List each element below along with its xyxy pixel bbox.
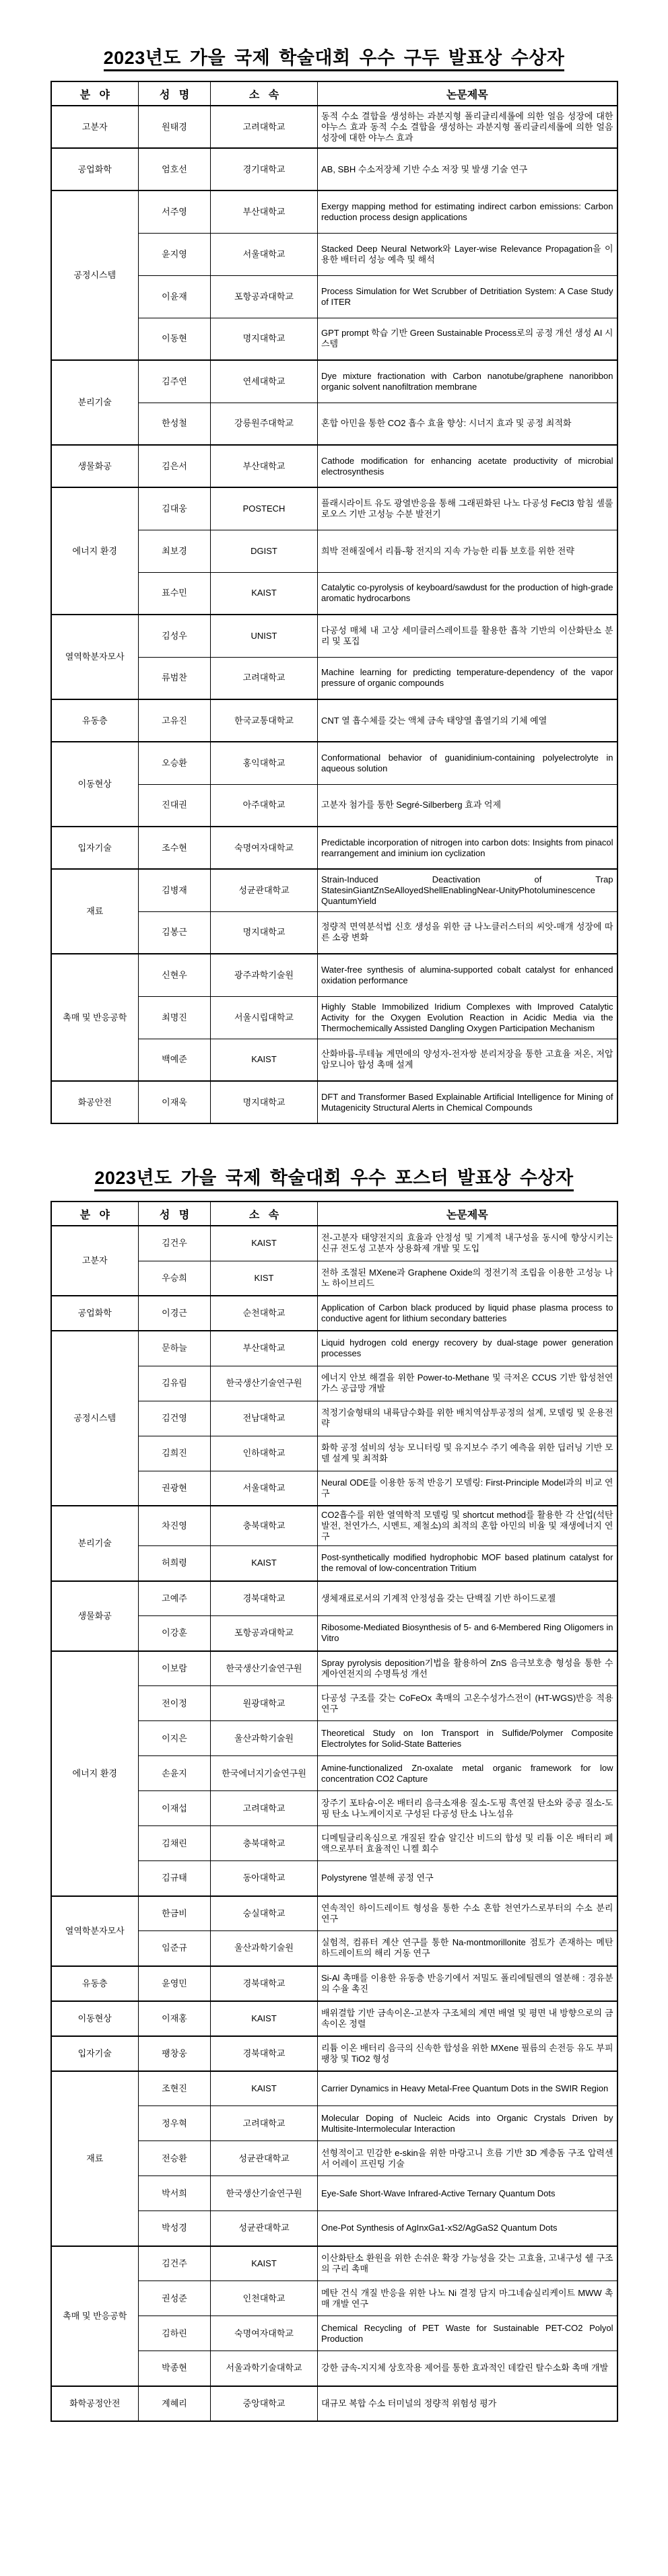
affiliation-cell: KIST: [211, 1261, 318, 1296]
paper-title-cell: 장주기 포타슘-이온 배터리 음극소재용 질소-도핑 흑연질 탄소와 중공 질소-도핑 탄소 나노케이지로 구성된 다공성 탄소 나노섬유: [318, 1791, 617, 1826]
affiliation-cell: KAIST: [211, 1039, 318, 1081]
field-cell: 열역학분자모사: [51, 1896, 139, 1966]
table-row: [51, 2386, 617, 2421]
table-row: [51, 1506, 617, 1546]
affiliation-cell: 한국생산기술연구원: [211, 2176, 318, 2211]
affiliation-cell: 울산과학기술원: [211, 1931, 318, 1966]
table-row: [51, 360, 617, 403]
header-paper-title: 논문제목: [318, 81, 617, 106]
affiliation-cell: 부산대학교: [211, 190, 318, 233]
affiliation-cell: KAIST: [211, 2246, 318, 2281]
field-cell: 에너지 환경: [51, 1651, 139, 1896]
table-row: [51, 1331, 617, 1366]
name-cell: 신현우: [139, 954, 211, 996]
affiliation-cell: 고려대학교: [211, 106, 318, 148]
affiliation-cell: 성균관대학교: [211, 2141, 318, 2176]
affiliation-cell: KAIST: [211, 572, 318, 615]
table-row: [51, 190, 617, 233]
name-cell: 원태경: [139, 106, 211, 148]
name-cell: 이재섭: [139, 1791, 211, 1826]
affiliation-cell: 경북대학교: [211, 1581, 318, 1616]
affiliation-cell: 충북대학교: [211, 1826, 318, 1861]
field-cell: 촉매 및 반응공학: [51, 954, 139, 1081]
name-cell: 진대권: [139, 784, 211, 827]
paper-title-cell: CNT 열 흡수체를 갖는 액체 금속 태양열 흡열기의 기체 예열: [318, 699, 617, 742]
field-cell: 에너지 환경: [51, 487, 139, 615]
affiliation-cell: KAIST: [211, 1546, 318, 1581]
paper-title-cell: 화학 공정 설비의 성능 모니터링 및 유지보수 주기 예측을 위한 딥러닝 기반 모델 설계 및 최적화: [318, 1436, 617, 1471]
name-cell: 허희령: [139, 1546, 211, 1581]
field-cell: 촉매 및 반응공학: [51, 2246, 139, 2386]
affiliation-cell: 서울과학기술대학교: [211, 2351, 318, 2386]
table-row: [51, 1896, 617, 1931]
affiliation-cell: 고려대학교: [211, 1791, 318, 1826]
paper-title-cell: Catalytic co-pyrolysis of keyboard/sawdust for the production of high-grade aromatic hydrocarbons: [318, 572, 617, 615]
table-row: [51, 487, 617, 530]
paper-title-cell: AB, SBH 수소저장체 기반 수소 저장 및 발생 기술 연구: [318, 148, 617, 190]
affiliation-cell: KAIST: [211, 2001, 318, 2036]
affiliation-cell: 한국에너지기술연구원: [211, 1756, 318, 1791]
paper-title-cell: Application of Carbon black produced by liquid phase plasma process to conductive agent for lithium secondary batteries: [318, 1296, 617, 1331]
name-cell: 김유림: [139, 1366, 211, 1401]
paper-title-cell: 메탄 건식 개질 반응을 위한 나노 Ni 결정 담지 마그네슘실리케이트 MWW 촉매 개발 연구: [318, 2281, 617, 2316]
affiliation-cell: KAIST: [211, 1226, 318, 1261]
name-cell: 정우혁: [139, 2106, 211, 2141]
affiliation-cell: 인천대학교: [211, 2281, 318, 2316]
affiliation-cell: 명지대학교: [211, 1081, 318, 1123]
affiliation-cell: 명지대학교: [211, 318, 318, 360]
name-cell: 이동현: [139, 318, 211, 360]
name-cell: 최보경: [139, 530, 211, 572]
affiliation-cell: 포항공과대학교: [211, 275, 318, 318]
field-cell: 열역학분자모사: [51, 615, 139, 699]
paper-title-cell: 희박 전해질에서 리튬-황 전지의 지속 가능한 리튬 보호를 위한 전략: [318, 530, 617, 572]
paper-title-cell: Machine learning for predicting temperature-dependency of the vapor pressure of organic compounds: [318, 657, 617, 699]
affiliation-cell: 충북대학교: [211, 1506, 318, 1546]
name-cell: 이경근: [139, 1296, 211, 1331]
name-cell: 이윤재: [139, 275, 211, 318]
affiliation-cell: 성균관대학교: [211, 2211, 318, 2246]
table-row: [51, 445, 617, 487]
affiliation-cell: 강릉원주대학교: [211, 403, 318, 445]
oral-award-table: [51, 81, 618, 1124]
affiliation-cell: 아주대학교: [211, 784, 318, 827]
affiliation-cell: 서울시립대학교: [211, 996, 318, 1039]
paper-title-cell: Post-synthetically modified hydrophobic MOF based platinum catalyst for the removal of low-concentration Tritium: [318, 1546, 617, 1581]
paper-title-cell: Theoretical Study on Ion Transport in Sulfide/Polymer Composite Electrolytes for Solid-State Batteries: [318, 1721, 617, 1756]
paper-title-cell: Strain-Induced Deactivation of Trap StatesinGiantZnSeAlloyedShellEnablingNear-UnityPhotoluminescence QuantumYield: [318, 869, 617, 911]
poster-award-title-text: 2023년도 가을 국제 학술대회 우수 포스터 발표상 수상자: [94, 1168, 573, 1191]
field-cell: 생물화공: [51, 445, 139, 487]
table-row: [51, 2001, 617, 2036]
affiliation-cell: DGIST: [211, 530, 318, 572]
name-cell: 서주영: [139, 190, 211, 233]
table-row: [51, 742, 617, 784]
paper-title-cell: Eye-Safe Short-Wave Infrared-Active Ternary Quantum Dots: [318, 2176, 617, 2211]
table-row: [51, 1651, 617, 1686]
name-cell: 손윤지: [139, 1756, 211, 1791]
paper-title-cell: 다공성 매체 내 고상 세미클러스레이트를 활용한 흡착 기반의 이산화탄소 분리 및 포집: [318, 615, 617, 657]
paper-title-cell: GPT prompt 학습 기반 Green Sustainable Process로의 공정 개선 생성 AI 시스템: [318, 318, 617, 360]
field-cell: 이동현상: [51, 742, 139, 827]
paper-title-cell: 동적 수소 결합을 생성하는 과분지형 폴리글리세롤에 의한 얼음 성장에 대한 야누스 효과 동적 수소 결합을 생성하는 과분지형 폴리글리세롤에 의한 얼음 성장에 대한 야누스 효과: [318, 106, 617, 148]
paper-title-cell: 정량적 면역분석법 신호 생성을 위한 금 나노클러스터의 씨앗-매개 성장에 따른 소광 변화: [318, 911, 617, 954]
table-row: [51, 1966, 617, 2001]
paper-title-cell: 이산화탄소 환원을 위한 손쉬운 확장 가능성을 갖는 고효율, 고내구성 쉘 구조의 구리 촉매: [318, 2246, 617, 2281]
affiliation-cell: UNIST: [211, 615, 318, 657]
field-cell: 유동층: [51, 1966, 139, 2001]
header-name: 성 명: [139, 81, 211, 106]
paper-title-cell: Predictable incorporation of nitrogen into carbon dots: Insights from pinacol rearrangement and iminium ion cyclization: [318, 827, 617, 869]
affiliation-cell: 명지대학교: [211, 911, 318, 954]
paper-title-cell: Process Simulation for Wet Scrubber of Detritiation System: A Case Study of ITER: [318, 275, 617, 318]
header-name: 성 명: [139, 1202, 211, 1226]
table-row: [51, 615, 617, 657]
paper-title-cell: Polystyrene 열분해 공정 연구: [318, 1861, 617, 1896]
field-cell: 재료: [51, 869, 139, 954]
paper-title-cell: Water-free synthesis of alumina-supported cobalt catalyst for enhanced oxidation performance: [318, 954, 617, 996]
affiliation-cell: 고려대학교: [211, 2106, 318, 2141]
affiliation-cell: 전남대학교: [211, 1401, 318, 1436]
paper-title-cell: 전-고분자 태양전지의 효율과 안정성 및 기계적 내구성을 동시에 향상시키는 신규 전도성 고분자 상용화제 개발 및 도입: [318, 1226, 617, 1261]
paper-title-cell: 적정기술형태의 내륙담수화를 위한 배치역삼투공정의 설계, 모델링 및 운용전략: [318, 1401, 617, 1436]
name-cell: 차진영: [139, 1506, 211, 1546]
table-row: [51, 106, 617, 148]
table-row: [51, 954, 617, 996]
affiliation-cell: 경기대학교: [211, 148, 318, 190]
paper-title-cell: 강한 금속-지지체 상호작용 제어를 통한 효과적인 데칼린 탈수소화 촉매 개발: [318, 2351, 617, 2386]
name-cell: 백예준: [139, 1039, 211, 1081]
name-cell: 박성경: [139, 2211, 211, 2246]
table-row: [51, 2246, 617, 2281]
affiliation-cell: 홍익대학교: [211, 742, 318, 784]
header-affiliation: 소 속: [211, 1202, 318, 1226]
name-cell: 한금비: [139, 1896, 211, 1931]
affiliation-cell: 숙명여자대학교: [211, 827, 318, 869]
oral-award-table-body: [51, 106, 617, 1123]
name-cell: 김건우: [139, 1226, 211, 1261]
header-field: 분 야: [51, 1202, 139, 1226]
name-cell: 권광현: [139, 1471, 211, 1506]
field-cell: 고분자: [51, 1226, 139, 1296]
name-cell: 이지은: [139, 1721, 211, 1756]
affiliation-cell: 성균관대학교: [211, 869, 318, 911]
name-cell: 김은서: [139, 445, 211, 487]
header-paper-title: 논문제목: [318, 1202, 617, 1226]
poster-award-table-body: [51, 1226, 617, 2421]
affiliation-cell: 울산과학기술원: [211, 1721, 318, 1756]
field-cell: 분리기술: [51, 360, 139, 445]
name-cell: 조수현: [139, 827, 211, 869]
field-cell: 입자기술: [51, 2036, 139, 2071]
field-cell: 분리기술: [51, 1506, 139, 1581]
paper-title-cell: 선형적이고 민감한 e-skin을 위한 마랑고니 흐름 기반 3D 계층돔 구조 압력센서 어레이 프린팅 기술: [318, 2141, 617, 2176]
name-cell: 전이정: [139, 1686, 211, 1721]
name-cell: 김하린: [139, 2316, 211, 2351]
affiliation-cell: 서울대학교: [211, 1471, 318, 1506]
affiliation-cell: 경북대학교: [211, 2036, 318, 2071]
table-row: [51, 699, 617, 742]
name-cell: 문하늘: [139, 1331, 211, 1366]
paper-title-cell: Highly Stable Immobilized Iridium Complexes with Improved Catalytic Activity for the Oxygen Evolution Reaction in Acidic Media via the Thermochemically Assisted Dangling Oxygen Participation Mechanism: [318, 996, 617, 1039]
paper-title-cell: 디메틸글리옥심으로 개질된 칼슘 알긴산 비드의 합성 및 리튬 이온 배터리 폐액으로부터 효율적인 니켈 회수: [318, 1826, 617, 1861]
field-cell: 생물화공: [51, 1581, 139, 1651]
paper-title-cell: Neural ODE를 이용한 동적 반응기 모델링: First-Principle Model과의 비교 연구: [318, 1471, 617, 1506]
name-cell: 이강훈: [139, 1616, 211, 1651]
affiliation-cell: 순천대학교: [211, 1296, 318, 1331]
field-cell: 화학공정안전: [51, 2386, 139, 2421]
header-row: [51, 81, 617, 106]
name-cell: 한성철: [139, 403, 211, 445]
name-cell: 김희진: [139, 1436, 211, 1471]
name-cell: 최명진: [139, 996, 211, 1039]
affiliation-cell: 중앙대학교: [211, 2386, 318, 2421]
table-row: [51, 1296, 617, 1331]
name-cell: 김대웅: [139, 487, 211, 530]
affiliation-cell: 한국생산기술연구원: [211, 1651, 318, 1686]
paper-title-cell: Amine-functionalized Zn-oxalate metal organic framework for low concentration CO2 Capture: [318, 1756, 617, 1791]
name-cell: 박서희: [139, 2176, 211, 2211]
table-row: [51, 2036, 617, 2071]
affiliation-cell: 포항공과대학교: [211, 1616, 318, 1651]
name-cell: 류범찬: [139, 657, 211, 699]
poster-award-table: [51, 1201, 618, 2422]
affiliation-cell: 광주과학기술원: [211, 954, 318, 996]
table-row: [51, 148, 617, 190]
name-cell: 엄호선: [139, 148, 211, 190]
paper-title-cell: Cathode modification for enhancing acetate productivity of microbial electrosynthesis: [318, 445, 617, 487]
name-cell: 전승환: [139, 2141, 211, 2176]
oral-award-title-text: 2023년도 가을 국제 학술대회 우수 구두 발표상 수상자: [104, 48, 565, 71]
name-cell: 고유진: [139, 699, 211, 742]
affiliation-cell: 부산대학교: [211, 1331, 318, 1366]
paper-title-cell: DFT and Transformer Based Explainable Artificial Intelligence for Mining of Mutagenicity Structural Alerts in Chemical Compounds: [318, 1081, 617, 1123]
name-cell: 계혜리: [139, 2386, 211, 2421]
affiliation-cell: 원광대학교: [211, 1686, 318, 1721]
paper-title-cell: Ribosome-Mediated Biosynthesis of 5- and 6-Membered Ring Oligomers in Vitro: [318, 1616, 617, 1651]
field-cell: 공정시스템: [51, 1331, 139, 1506]
name-cell: 오승환: [139, 742, 211, 784]
name-cell: 김병재: [139, 869, 211, 911]
header-row: [51, 1202, 617, 1226]
table-row: [51, 827, 617, 869]
table-row: [51, 1581, 617, 1616]
field-cell: 화공안전: [51, 1081, 139, 1123]
paper-title-cell: Spray pyrolysis deposition기법을 활용하여 ZnS 음극보호층 형성을 통한 수계아연전지의 수명특성 개선: [318, 1651, 617, 1686]
paper-title-cell: 다공성 구조를 갖는 CoFeOx 촉매의 고온수성가스전이 (HT-WGS)반응 적용 연구: [318, 1686, 617, 1721]
field-cell: 공업화학: [51, 1296, 139, 1331]
paper-title-cell: Dye mixture fractionation with Carbon nanotube/graphene nanoribbon organic solvent nanofiltration membrane: [318, 360, 617, 403]
paper-title-cell: 산화바륨-루테늄 계면에의 양성자-전자쌍 분리저장을 통한 고효율 저온, 저압 암모니아 합성 촉매 설계: [318, 1039, 617, 1081]
name-cell: 조현진: [139, 2071, 211, 2106]
paper-title-cell: 실험적, 컴퓨터 계산 연구를 통한 Na-montmorillonite 점토가 존재하는 메탄 하드레이트의 해리 거동 연구: [318, 1931, 617, 1966]
affiliation-cell: 숭실대학교: [211, 1896, 318, 1931]
name-cell: 우승희: [139, 1261, 211, 1296]
paper-title-cell: 에너지 안보 해결을 위한 Power-to-Methane 및 극저온 CCUS 기반 합성천연가스 공급망 개발: [318, 1366, 617, 1401]
name-cell: 팽창웅: [139, 2036, 211, 2071]
affiliation-cell: 인하대학교: [211, 1436, 318, 1471]
paper-title-cell: Conformational behavior of guanidinium-containing polyelectrolyte in aqueous solution: [318, 742, 617, 784]
affiliation-cell: 고려대학교: [211, 657, 318, 699]
paper-title-cell: 혼합 아민을 통한 CO2 흡수 효율 향상: 시너지 효과 및 공정 최적화: [318, 403, 617, 445]
paper-title-cell: 생체재료로서의 기계적 안정성을 갖는 단백질 기반 하이드로젤: [318, 1581, 617, 1616]
name-cell: 김주연: [139, 360, 211, 403]
header-affiliation: 소 속: [211, 81, 318, 106]
field-cell: 이동현상: [51, 2001, 139, 2036]
paper-title-cell: 전하 조절된 MXene과 Graphene Oxide의 정전기적 조립을 이용한 고성능 나노 하이브리드: [318, 1261, 617, 1296]
paper-title-cell: 대규모 복합 수소 터미널의 정량적 위험성 평가: [318, 2386, 617, 2421]
name-cell: 이보람: [139, 1651, 211, 1686]
affiliation-cell: 숙명여자대학교: [211, 2316, 318, 2351]
name-cell: 이재욱: [139, 1081, 211, 1123]
paper-title-cell: Molecular Doping of Nucleic Acids into Organic Crystals Driven by Multisite-Intermolecular Interaction: [318, 2106, 617, 2141]
field-cell: 고분자: [51, 106, 139, 148]
affiliation-cell: POSTECH: [211, 487, 318, 530]
name-cell: 표수민: [139, 572, 211, 615]
name-cell: 이재홍: [139, 2001, 211, 2036]
paper-title-cell: Carrier Dynamics in Heavy Metal-Free Quantum Dots in the SWIR Region: [318, 2071, 617, 2106]
paper-title-cell: CO2흡수를 위한 열역학적 모델링 및 shortcut method를 활용한 각 산업(석탄발전, 천연가스, 시멘트, 제철소)의 최적의 혼합 아민의 비율 및 재생에너지 연구: [318, 1506, 617, 1546]
name-cell: 윤지영: [139, 233, 211, 275]
paper-title-cell: Chemical Recycling of PET Waste for Sustainable PET-CO2 Polyol Production: [318, 2316, 617, 2351]
name-cell: 김성우: [139, 615, 211, 657]
name-cell: 김봉근: [139, 911, 211, 954]
affiliation-cell: 연세대학교: [211, 360, 318, 403]
affiliation-cell: 부산대학교: [211, 445, 318, 487]
field-cell: 공업화학: [51, 148, 139, 190]
paper-title-cell: 고분자 첨가를 통한 Segré-Silberberg 효과 억제: [318, 784, 617, 827]
table-row: [51, 1081, 617, 1123]
field-cell: 입자기술: [51, 827, 139, 869]
name-cell: 김건영: [139, 1401, 211, 1436]
affiliation-cell: 한국교통대학교: [211, 699, 318, 742]
paper-title-cell: One-Pot Synthesis of AgInxGa1-xS2/AgGaS2 Quantum Dots: [318, 2211, 617, 2246]
paper-title-cell: 플래시라이트 유도 광열반응을 통해 그래핀화된 나노 다공성 FeCl3 함침 셀룰로오스 기반 고성능 수분 발전기: [318, 487, 617, 530]
name-cell: 김규태: [139, 1861, 211, 1896]
paper-title-cell: Si-Al 촉매를 이용한 유동층 반응기에서 저밀도 폴리에틸렌의 열분해 : 경유분의 수율 촉진: [318, 1966, 617, 2001]
oral-award-title: [0, 47, 668, 69]
table-row: [51, 1226, 617, 1261]
poster-award-title: [0, 1167, 668, 1189]
paper-title-cell: Stacked Deep Neural Network와 Layer-wise Relevance Propagation을 이용한 배터리 성능 예측 및 해석: [318, 233, 617, 275]
name-cell: 고예주: [139, 1581, 211, 1616]
oral-award-section: [0, 47, 668, 1124]
field-cell: 유동층: [51, 699, 139, 742]
affiliation-cell: 서울대학교: [211, 233, 318, 275]
affiliation-cell: KAIST: [211, 2071, 318, 2106]
affiliation-cell: 한국생산기술연구원: [211, 1366, 318, 1401]
name-cell: 권성준: [139, 2281, 211, 2316]
table-row: [51, 869, 617, 911]
field-cell: 공정시스템: [51, 190, 139, 360]
name-cell: 임준규: [139, 1931, 211, 1966]
paper-title-cell: 배위결합 기반 금속이온-고분자 구조체의 계면 배열 및 평면 내 방향으로의 금속이온 정렬: [318, 2001, 617, 2036]
paper-title-cell: 리튬 이온 배터리 음극의 신속한 합성을 위한 MXene 필름의 손전등 유도 부피 팽창 및 TiO2 형성: [318, 2036, 617, 2071]
field-cell: 재료: [51, 2071, 139, 2246]
name-cell: 박종현: [139, 2351, 211, 2386]
affiliation-cell: 경북대학교: [211, 1966, 318, 2001]
paper-title-cell: 연속적인 하이드레이트 형성을 통한 수소 혼합 천연가스로부터의 수소 분리 연구: [318, 1896, 617, 1931]
name-cell: 윤영민: [139, 1966, 211, 2001]
header-field: 분 야: [51, 81, 139, 106]
name-cell: 김건주: [139, 2246, 211, 2281]
poster-award-section: [0, 1167, 668, 2422]
name-cell: 김채린: [139, 1826, 211, 1861]
paper-title-cell: Exergy mapping method for estimating indirect carbon emissions: Carbon reduction process design applications: [318, 190, 617, 233]
table-row: [51, 2071, 617, 2106]
affiliation-cell: 동아대학교: [211, 1861, 318, 1896]
paper-title-cell: Liquid hydrogen cold energy recovery by dual-stage power generation processes: [318, 1331, 617, 1366]
